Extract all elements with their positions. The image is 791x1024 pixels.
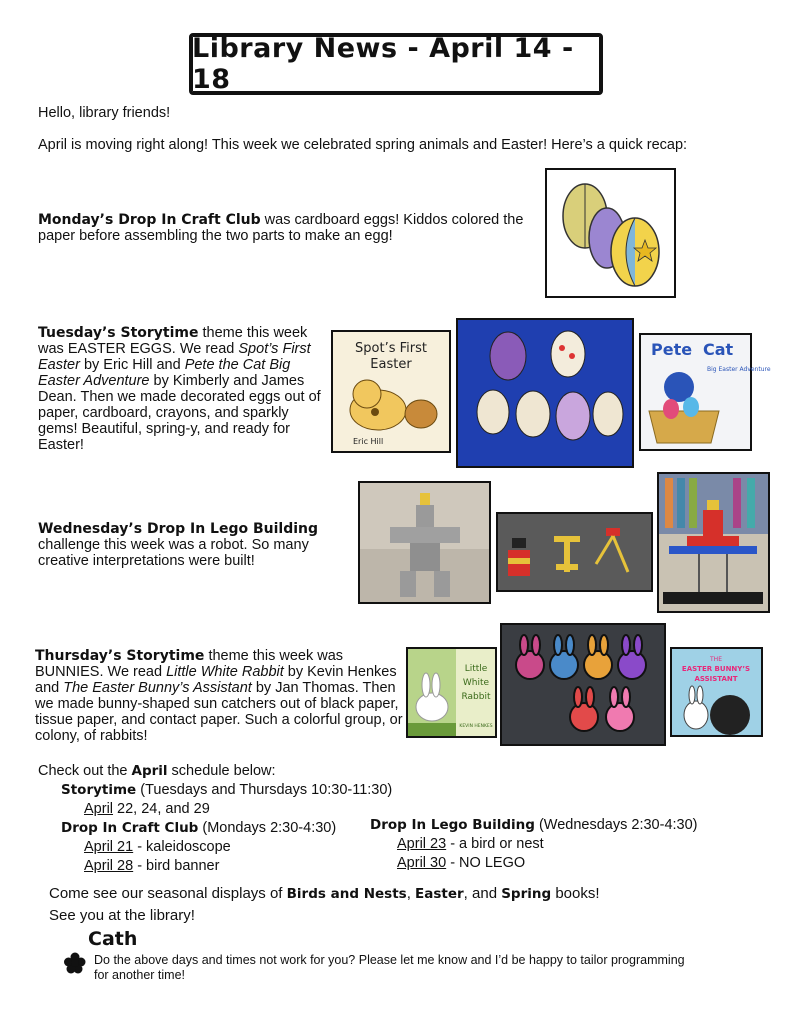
closing-pre: Come see our seasonal displays of [49,885,287,902]
storytime-time: (Tuesdays and Thursdays 10:30-11:30) [136,782,393,798]
wednesday-lead: Wednesday’s Drop In Lego Building [38,521,319,537]
closing-sep-1: , [406,885,416,902]
spots-first-easter-cover [331,330,451,453]
lego-item-2 [397,854,525,873]
craft-club-item-2-date: April 28 [84,858,134,874]
pete-the-cat-cover [639,333,771,451]
cover4-line3: ASSISTANT [694,675,738,683]
greeting: Hello, library friends! [38,105,171,121]
signature: Cath [88,928,138,950]
closing-topic-1: Birds and Nests [286,886,407,902]
cover2-title-line2: Cat [703,340,734,359]
bunny-sun-catchers-photo [500,623,666,746]
schedule-intro-month: April [131,763,168,779]
closing-displays [49,884,600,904]
lego-robot-photo-1 [358,481,491,604]
cover3-line3: Rabbit [461,692,491,702]
cover3-line2: White [462,678,490,688]
cover2-title-line1: Pete [651,340,693,359]
little-white-rabbit-cover [406,647,497,738]
see-you-text: See you at the library! [49,907,195,924]
tuesday-text-2: by Eric Hill and [79,357,185,373]
lego-robot-photo-2 [496,512,653,592]
lego-robot-photo-3 [657,472,770,613]
lego-label: Drop In Lego Building [370,817,535,833]
availability-note: Do the above days and times not work for you? Please let me know and I’d be happy to tailor programming for another time! [94,953,685,982]
cover2-subtitle: Big Easter Adventure [707,366,771,373]
cover4-line1: THE [710,656,722,663]
schedule-intro [38,762,276,781]
monday-text: was cardboard eggs! Kiddos colored the paper before assembling the two parts to make an egg! [38,212,524,244]
tuesday-text-1: theme this week was EASTER EGGS. We read [38,325,308,357]
intro-paragraph: April is moving right along! This week we celebrated spring animals and Easter! Here’s a quick recap: [38,137,688,153]
craft-club-item-1 [84,838,231,857]
thursday-text-1: theme this week was BUNNIES. We read [35,648,344,680]
craft-club-label: Drop In Craft Club [61,820,199,836]
wednesday-text: challenge this week was a robot. So many creative interpretations were built! [38,537,309,569]
cover4-line2: EASTER BUNNY’S [681,665,751,673]
thursday-paragraph [35,648,403,744]
lego-time: (Wednesdays 2:30-4:30) [534,817,698,833]
easter-bunnys-assistant-cover [670,647,763,737]
monday-paragraph [38,212,538,244]
decorated-eggs-photo [456,318,634,468]
craft-club-item-2 [84,857,219,876]
closing-topic-2: Easter [415,886,464,902]
cardboard-eggs-photo [545,168,676,298]
storytime-dates [84,800,210,819]
thursday-book-1: Little White Rabbit [166,664,284,680]
tuesday-book-2: Pete the Cat Big Easter Adventure [38,357,291,389]
cover1-title-line2: Easter [370,357,412,372]
page-title: Library News - April 14 - 18 [192,33,574,95]
craft-club-heading [61,819,336,838]
lego-item-2-text: - NO LEGO [446,855,526,871]
storytime-heading [61,781,392,800]
thursday-book-2: The Easter Bunny’s Assistant [63,680,252,696]
thursday-text-3: by Jan Thomas. Then we made bunny-shaped sun catchers out of black paper, tissue paper, and contact paper. Such a colorful group, or colony, of rabbits! [35,680,403,744]
cover1-author: Eric Hill [353,437,384,446]
cover3-line1: Little [464,664,488,674]
wednesday-paragraph [38,521,358,569]
craft-club-item-1-date: April 21 [84,839,134,855]
lego-item-1 [397,835,544,854]
tuesday-lead: Tuesday’s Storytime [38,325,199,341]
cover3-author: KEVIN HENKES [459,724,493,729]
lego-item-1-date: April 23 [397,836,447,852]
craft-club-item-1-text: - kaleidoscope [133,839,231,855]
thursday-lead: Thursday’s Storytime [35,648,205,664]
closing-topic-3: Spring [501,886,552,902]
schedule-intro-pre: Check out the [38,763,132,779]
lego-heading [370,816,698,835]
craft-club-time: (Mondays 2:30-4:30) [198,820,337,836]
schedule-intro-post: schedule below: [167,763,276,779]
craft-club-item-2-text: - bird banner [133,858,220,874]
tuesday-text-3: by Kimberly and James Dean. Then we made decorated eggs out of paper, cardboard, crayons, and sparkly gems! Beautiful, spring-y, and ready for Easter! [38,373,321,453]
lego-item-2-date: April 30 [397,855,447,871]
thursday-text-2: by Kevin Henkes and [35,664,397,696]
cover1-title-line1: Spot’s First [355,341,427,356]
closing-sep-2: , and [463,885,502,902]
monday-lead: Monday’s Drop In Craft Club [38,212,261,228]
storytime-date-list: 22, 24, and 29 [113,801,210,817]
tuesday-book-1: Spot’s First Easter [38,341,311,373]
flower-icon [64,952,86,974]
storytime-label: Storytime [61,782,137,798]
title-banner [189,33,603,95]
storytime-month: April [84,801,114,817]
lego-item-1-text: - a bird or nest [446,836,544,852]
tuesday-paragraph [38,325,326,453]
closing-post: books! [551,885,600,902]
